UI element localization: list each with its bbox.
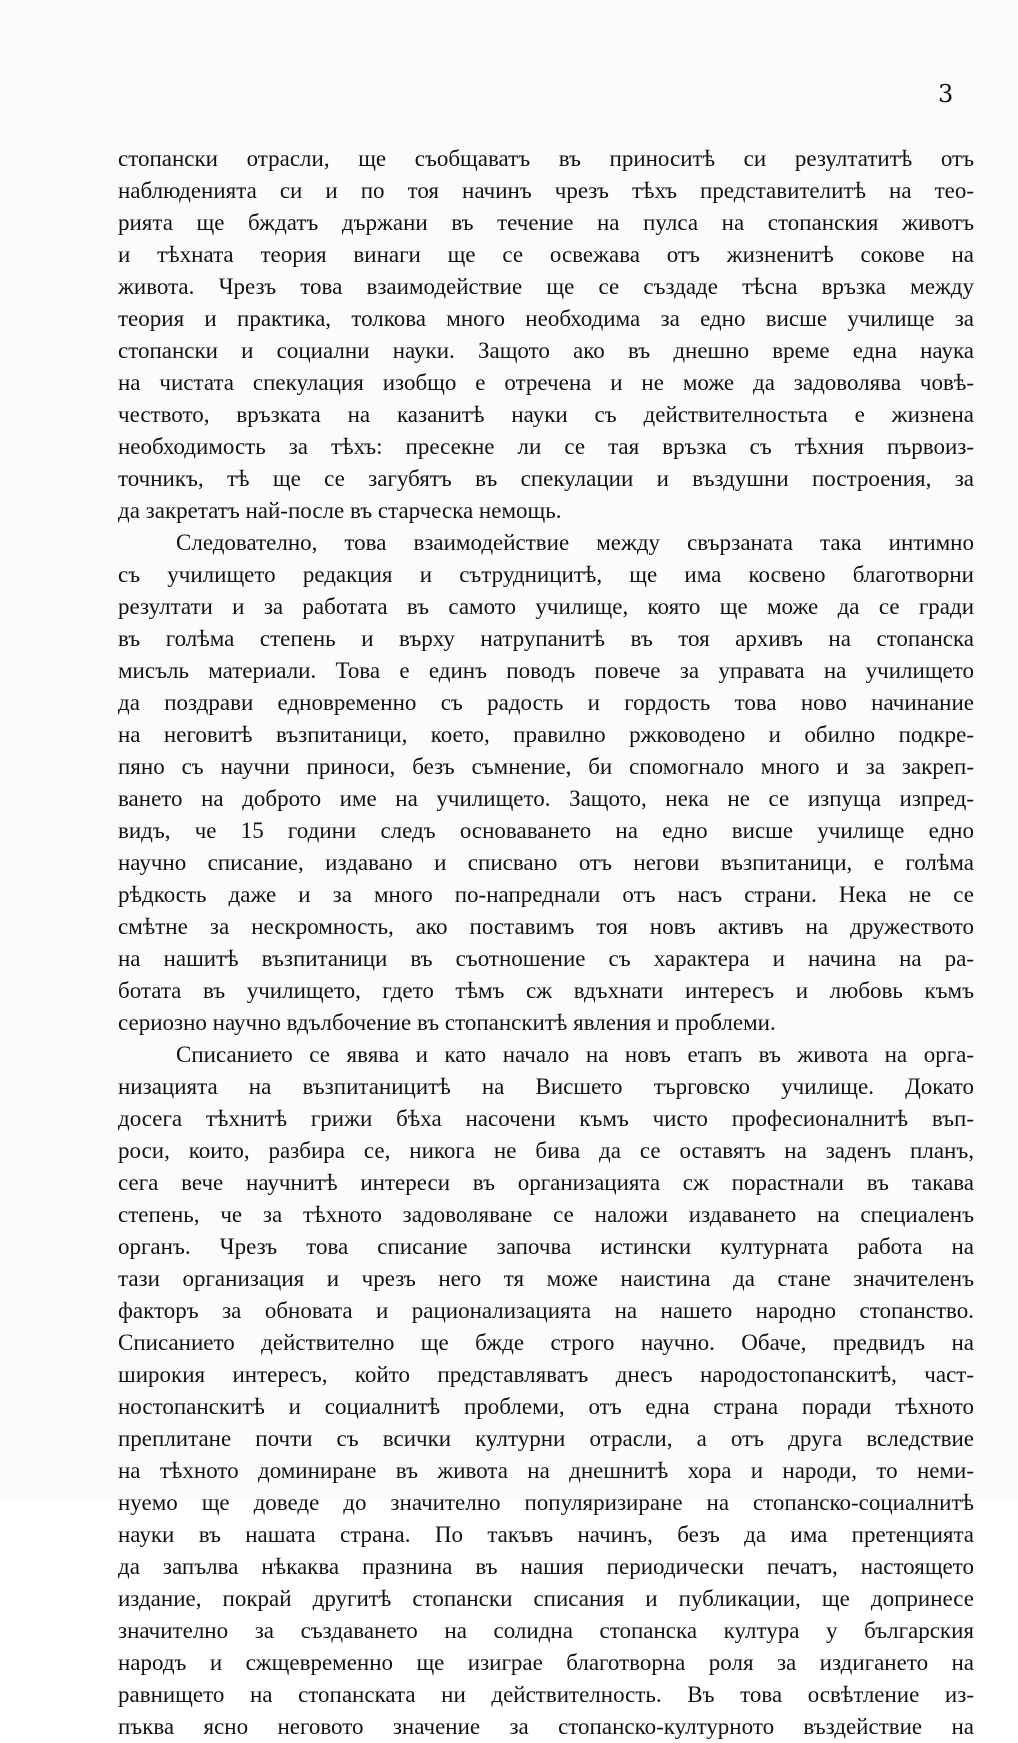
text-line: стопански отрасли, ще съобщаватъ въ приноситѣ си резултатитѣ отъ (118, 146, 974, 171)
text-line: чеството, връзката на казанитѣ науки съ действителностьта е жизнена (118, 402, 974, 427)
text-line: на тѣхното доминиране въ живота на днешнитѣ хора и народи, то неми- (118, 1458, 974, 1483)
text-line: издание, покрай другитѣ стопански списания и публикации, ще допринесе (118, 1586, 974, 1611)
text-line: въ голѣма степень и върху натрупанитѣ въ тоя архивъ на стопанска (118, 626, 974, 651)
text-line: видъ, че 15 години следъ основаването на едно висше училище едно (118, 818, 974, 843)
paragraph (118, 1039, 974, 1743)
text-line: ностопанскитѣ и социалнитѣ проблеми, отъ една страна поради тѣхното (118, 1394, 974, 1419)
body-text (118, 143, 974, 1743)
text-line: Списанието се явява и като начало на новъ етапъ въ живота на орга- (176, 1042, 974, 1067)
text-line: нуемо ще доведе до значително популяризиране на стопанско-социалнитѣ (118, 1490, 974, 1515)
page-number: 3 (938, 80, 954, 108)
text-line: роси, които, разбира се, никога не бива да се оставятъ на заденъ планъ, (118, 1138, 974, 1163)
text-line: и тѣхната теория винаги ще се освежава отъ жизненитѣ сокове на (118, 242, 974, 267)
text-line: смѣтне за нескромность, ако поставимъ тоя новъ активъ на дружеството (118, 914, 974, 939)
text-line: ботата въ училището, гдето тѣмъ сж вдъхнати интересъ и любовь къмъ (118, 978, 974, 1003)
text-line: факторъ за обновата и рационализацията на нашето народно стопанство. (118, 1298, 974, 1323)
text-line: съ училището редакция и сътрудницитѣ, ще има косвено благотворни (118, 562, 974, 587)
text-line: да закретатъ най-после въ старческа немощь. (118, 498, 562, 523)
text-line: органъ. Чрезъ това списание започва истински културната работа на (118, 1234, 974, 1259)
text-line: точникъ, тѣ ще се загубятъ въ спекулации и въздушни построения, за (118, 466, 974, 491)
text-line: на неговитѣ възпитаници, което, правилно ржководено и обилно подкре- (118, 722, 974, 747)
text-line: на чистата спекулация изобщо е отречена и не може да задоволява човѣ- (118, 370, 974, 395)
text-line: мисъль материали. Това е единъ поводъ повече за управата на училището (118, 658, 974, 683)
text-line: пяно съ научни приноси, безъ съмнение, би спомогнало много и за закреп- (118, 754, 974, 779)
text-line: Списанието действително ще бжде строго научно. Обаче, предвидъ на (118, 1330, 974, 1355)
text-line: рията ще бждатъ държани въ течение на пулса на стопанския животъ (118, 210, 974, 235)
text-line: досега тѣхнитѣ грижи бѣха насочени къмъ чисто професионалнитѣ въп- (118, 1106, 974, 1131)
text-line: сега вече научнитѣ интереси въ организацията сж порастнали въ такава (118, 1170, 974, 1195)
text-line: широкия интересъ, който представляватъ днесъ народостопанскитѣ, част- (118, 1362, 974, 1387)
paragraph (118, 143, 974, 527)
text-line: ването на доброто име на училището. Защото, нека не се изпуща изпред- (118, 786, 974, 811)
text-line: преплитане почти съ всички културни отрасли, а отъ друга вследствие (118, 1426, 974, 1451)
text-line: равнището на стопанската ни действителность. Въ това освѣтление из- (118, 1682, 974, 1707)
text-line: да запълва нѣкаква празнина въ нашия периодически печатъ, настоящето (118, 1554, 974, 1579)
text-line: науки въ нашата страна. По такъвъ начинъ, безъ да има претенцията (118, 1522, 974, 1547)
text-line: рѣдкость даже и за много по-напреднали отъ насъ страни. Нека не се (118, 882, 974, 907)
text-line: наблюденията си и по тоя начинъ чрезъ тѣхъ представителитѣ на тео- (118, 178, 974, 203)
text-line: сериозно научно вдълбочение въ стопанскитѣ явления и проблеми. (118, 1010, 776, 1035)
text-line: необходимость за тѣхъ: пресекне ли се тая връзка съ тѣхния първоиз- (118, 434, 974, 459)
text-line: стопански и социални науки. Защото ако въ днешно време една наука (118, 338, 974, 363)
text-line: да поздрави едновременно съ радость и гордость това ново начинание (118, 690, 974, 715)
text-line: Следователно, това взаимодействие между свързаната така интимно (176, 530, 974, 555)
text-line: народъ и сжщевременно ще изиграе благотворна роля за издигането на (118, 1650, 974, 1675)
text-line: живота. Чрезъ това взаимодействие ще се създаде тѣсна връзка между (118, 274, 974, 299)
text-line: степень, че за тѣхното задоволяване се наложи издаването на специаленъ (118, 1202, 974, 1227)
text-line: на нашитѣ възпитаници въ съотношение съ характера и начина на ра- (118, 946, 974, 971)
text-line: тази организация и чрезъ него тя може наистина да стане значителенъ (118, 1266, 974, 1291)
text-line: пъква ясно неговото значение за стопанско-културното въздействие на (118, 1714, 974, 1739)
text-line: значително за създаването на солидна стопанска култура у българския (118, 1618, 974, 1643)
paragraph (118, 527, 974, 1039)
text-line: теория и практика, толкова много необходима за едно висше училище за (118, 306, 974, 331)
text-line: резултати и за работата въ самото училище, която ще може да се гради (118, 594, 974, 619)
text-line: низацията на възпитаницитѣ на Висшето търговско училище. Докато (118, 1074, 974, 1099)
text-line: научно списание, издавано и списвано отъ негови възпитаници, е голѣма (118, 850, 974, 875)
